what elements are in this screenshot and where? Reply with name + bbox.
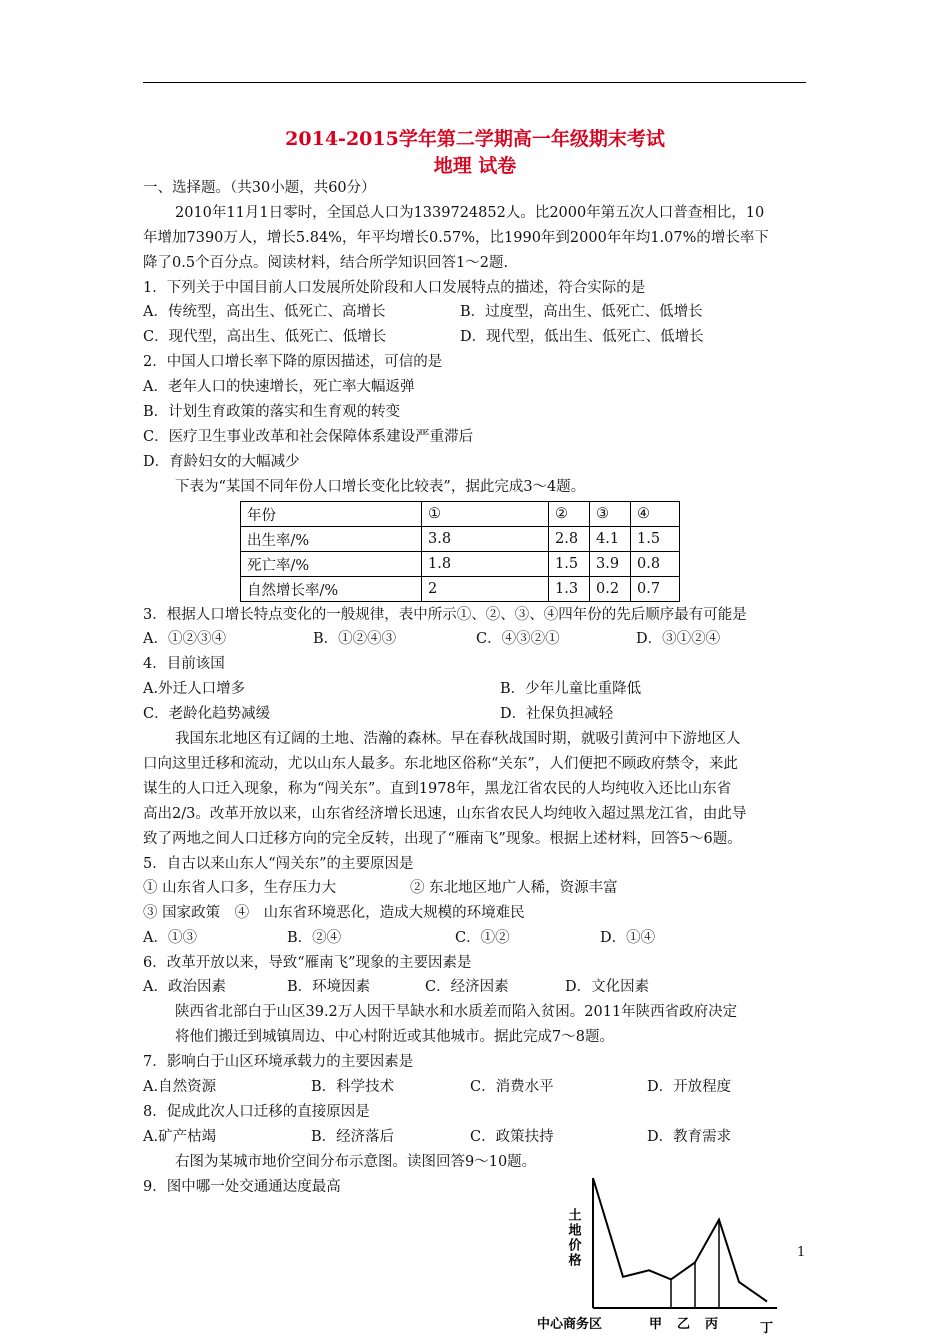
q7-option-a: A.自然资源 (143, 1079, 217, 1095)
exam-subtitle: 地理 试卷 (433, 155, 517, 177)
q1-option-a: A．传统型，高出生、低死亡、高增长 (143, 304, 386, 320)
passage2-line: 谋生的人口迁入现象，称为“闯关东”。直到1978年，黑龙江省农民的人均纯收入还比山东省 (143, 781, 732, 797)
table-row (241, 552, 680, 577)
table-cell: 1.5 (549, 552, 590, 577)
q9-stem: 9．图中哪一处交通通达度最高 (143, 1179, 341, 1195)
q5-option-d: D．①④ (600, 930, 656, 946)
table-header-row (241, 502, 680, 527)
x-label-ding: 丁 (760, 1321, 774, 1336)
x-label-jia: 甲 (649, 1317, 663, 1332)
q2-option-d: D．育龄妇女的大幅减少 (143, 454, 300, 470)
q7-option-c: C．消费水平 (470, 1079, 554, 1095)
q6-option-b: B．环境因素 (287, 979, 371, 995)
population-table (240, 501, 680, 602)
passage1-line: 年增加7390万人，增长5.84%，年平均增长0.57%，比1990年到2000年年均1.07%的增长率下 (143, 230, 769, 246)
q5-stem: 5．自古以来山东人“闯关东”的主要原因是 (143, 856, 414, 872)
table-cell: 2 (422, 577, 549, 602)
table-cell: 1.3 (549, 577, 590, 602)
table-cell: 2.8 (549, 527, 590, 552)
q6-option-d: D．文化因素 (565, 979, 650, 995)
q5-option-a: A．①③ (143, 930, 197, 946)
passage2-line: 口向这里迁移和流动，尤以山东人最多。东北地区俗称“关东”，人们便把不顾政府禁令，来此 (143, 756, 738, 772)
q6-option-a: A．政治因素 (143, 979, 226, 995)
q3-stem: 3．根据人口增长特点变化的一般规律，表中所示①、②、③、④四年份的先后顺序最有可能是 (143, 607, 747, 623)
q7-stem: 7．影响白于山区环境承载力的主要因素是 (143, 1054, 414, 1070)
q4-option-a: A.外迁人口增多 (143, 681, 246, 697)
q3-option-a: A．①②③④ (143, 631, 226, 647)
q4-stem: 4．目前该国 (143, 656, 225, 672)
passage3-line: 将他们搬迁到城镇周边、中心村附近或其他城市。据此完成7～8题。 (175, 1029, 614, 1045)
table-cell: 死亡率/% (241, 552, 422, 577)
passage2-line: 高出2/3。改革开放以来，山东省经济增长迅速，山东省农民人均纯收入超过黑龙江省，由此导 (143, 806, 747, 822)
q8-option-c: C．政策扶持 (470, 1129, 554, 1145)
q1-stem: 1．下列关于中国目前人口发展所处阶段和人口发展特点的描述，符合实际的是 (143, 280, 646, 296)
table-cell: 0.2 (590, 577, 631, 602)
q2-option-b: B．计划生育政策的落实和生育观的转变 (143, 404, 401, 420)
q1-option-b: B．过度型，高出生、低死亡、低增长 (460, 304, 703, 320)
table-intro: 下表为“某国不同年份人口增长变化比较表”，据此完成3～4题。 (175, 479, 586, 495)
table-cell: 3.9 (590, 552, 631, 577)
section-heading: 一、选择题。（共30小题，共60分） (143, 180, 376, 196)
q8-stem: 8．促成此次人口迁移的直接原因是 (143, 1104, 370, 1120)
table-row (241, 577, 680, 602)
passage4: 右图为某城市地价空间分布示意图。读图回答9～10题。 (175, 1154, 537, 1170)
passage3-line: 陕西省北部白于山区39.2万人因干旱缺水和水质差而陷入贫困。2011年陕西省政府决定 (175, 1004, 738, 1020)
q5-choice-2: ② 东北地区地广人稀，资源丰富 (410, 880, 618, 896)
q3-option-c: C．④③②① (476, 631, 560, 647)
y-axis-label: 土地价格 (565, 1208, 581, 1268)
x-label-bing: 丙 (705, 1317, 719, 1332)
table-cell: 1.8 (422, 552, 549, 577)
land-price-chart (537, 1168, 815, 1343)
exam-title: 2014-2015学年第二学期高一年级期末考试 (285, 128, 665, 150)
table-cell: 3.8 (422, 527, 549, 552)
q2-option-c: C．医疗卫生事业改革和社会保障体系建设严重滞后 (143, 429, 474, 445)
table-cell: 0.8 (631, 552, 680, 577)
price-line (593, 1178, 767, 1302)
header-rule (143, 82, 806, 83)
q4-option-c: C．老龄化趋势减缓 (143, 706, 271, 722)
table-cell: 出生率/% (241, 527, 422, 552)
q6-stem: 6．改革开放以来，导致“雁南飞”现象的主要因素是 (143, 955, 472, 971)
q1-option-c: C．现代型，高出生、低死亡、低增长 (143, 329, 387, 345)
passage2-line: 致了两地之间人口迁移方向的完全反转，出现了“雁南飞”现象。根据上述材料，回答5～6题。 (143, 831, 742, 847)
q8-option-d: D．教育需求 (647, 1129, 732, 1145)
q5-choice-3-4: ③ 国家政策 ④ 山东省环境恶化，造成大规模的环境难民 (143, 905, 525, 921)
table-cell: 0.7 (631, 577, 680, 602)
q4-option-b: B．少年儿童比重降低 (500, 681, 642, 697)
table-cell: ③ (590, 502, 631, 527)
table-cell: 1.5 (631, 527, 680, 552)
table-row (241, 527, 680, 552)
q5-choice-1: ① 山东省人口多，生存压力大 (143, 880, 337, 896)
passage1-line: 降了0.5个百分点。阅读材料，结合所学知识回答1～2题. (143, 255, 509, 271)
q3-option-b: B．①②④③ (313, 631, 397, 647)
passage1-line: 2010年11月1日零时，全国总人口为1339724852人。比2000年第五次人口普查相比，10 (175, 205, 765, 221)
q5-option-c: C．①② (455, 930, 510, 946)
table-cell: 年份 (241, 502, 422, 527)
table-cell: ① (422, 502, 549, 527)
q8-option-a: A.矿产枯竭 (143, 1129, 217, 1145)
x-label-cbd: 中心商务区 (537, 1317, 603, 1332)
q4-option-d: D．社保负担减轻 (500, 706, 614, 722)
q1-option-d: D．现代型，低出生、低死亡、低增长 (460, 329, 704, 345)
table-cell: 4.1 (590, 527, 631, 552)
table-cell: ④ (631, 502, 680, 527)
page-number: 1 (797, 1245, 806, 1260)
q2-option-a: A．老年人口的快速增长，死亡率大幅返弹 (143, 379, 415, 395)
q7-option-b: B．科学技术 (311, 1079, 395, 1095)
q3-option-d: D．③①②④ (636, 631, 721, 647)
x-label-yi: 乙 (677, 1317, 691, 1332)
q5-option-b: B．②④ (287, 930, 342, 946)
q6-option-c: C．经济因素 (425, 979, 509, 995)
q8-option-b: B．经济落后 (311, 1129, 395, 1145)
table-cell: 自然增长率/% (241, 577, 422, 602)
q2-stem: 2．中国人口增长率下降的原因描述，可信的是 (143, 354, 443, 370)
passage2-line: 我国东北地区有辽阔的土地、浩瀚的森林。早在春秋战国时期，就吸引黄河中下游地区人 (175, 731, 741, 747)
q7-option-d: D．开放程度 (647, 1079, 732, 1095)
table-cell: ② (549, 502, 590, 527)
